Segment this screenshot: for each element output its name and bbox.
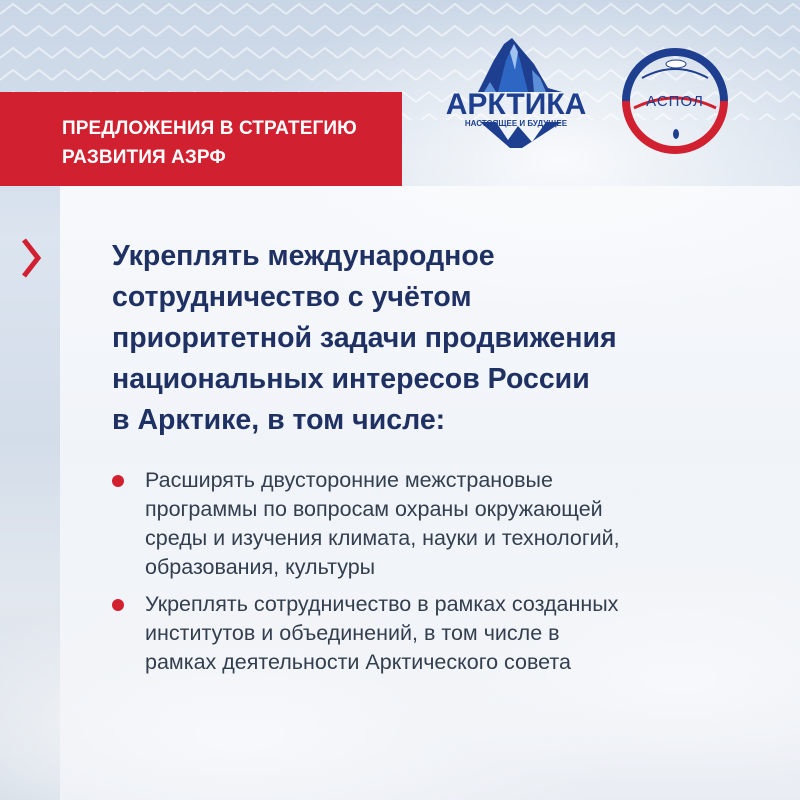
bullet-list [112,466,732,685]
headline-line-1: Укреплять международное [112,240,495,272]
arktika-logo-name: АРКТИКА [445,88,587,121]
headline-line-4: национальных интересов России [112,363,590,395]
banner-line-1: ПРЕДЛОЖЕНИЯ В СТРАТЕГИЮ [62,118,357,139]
headline-line-5: в Арктике, в том числе: [112,404,446,436]
headline [112,236,712,441]
arktika-logo-tagline: НАСТОЯЩЕЕ И БУДУЩЕЕ [464,119,568,128]
bullet-1-line-3: среды и изучения климата, науки и технологий, [145,526,620,550]
arktika-logo [436,30,596,150]
bullet-1-line-2: программы по вопросам охраны окружающей [145,497,603,521]
headline-line-3: приоритетной задачи продвижения [112,322,617,354]
bullet-2-line-1: Укреплять сотрудничество в рамках созданных [145,592,619,616]
aspol-logo-name: АСПОЛ [646,93,704,110]
list-item [112,590,732,677]
banner-line-2: РАЗВИТИЯ АЗРФ [62,147,226,168]
bullet-2-line-3: рамках деятельности Арктического совета [145,650,571,674]
list-item [112,466,732,582]
bullet-dot-icon [112,475,124,487]
chevron-right-icon [18,236,44,280]
bullet-dot-icon [112,599,124,611]
bullet-1-line-4: образования, культуры [145,555,376,579]
aspol-logo [612,38,738,164]
headline-line-2: сотрудничество с учётом [112,281,472,313]
bullet-1-line-1: Расширять двусторонние межстрановые [145,468,553,492]
bullet-2-line-2: институтов и объединений, в том числе в [145,621,560,645]
section-banner [0,92,402,186]
